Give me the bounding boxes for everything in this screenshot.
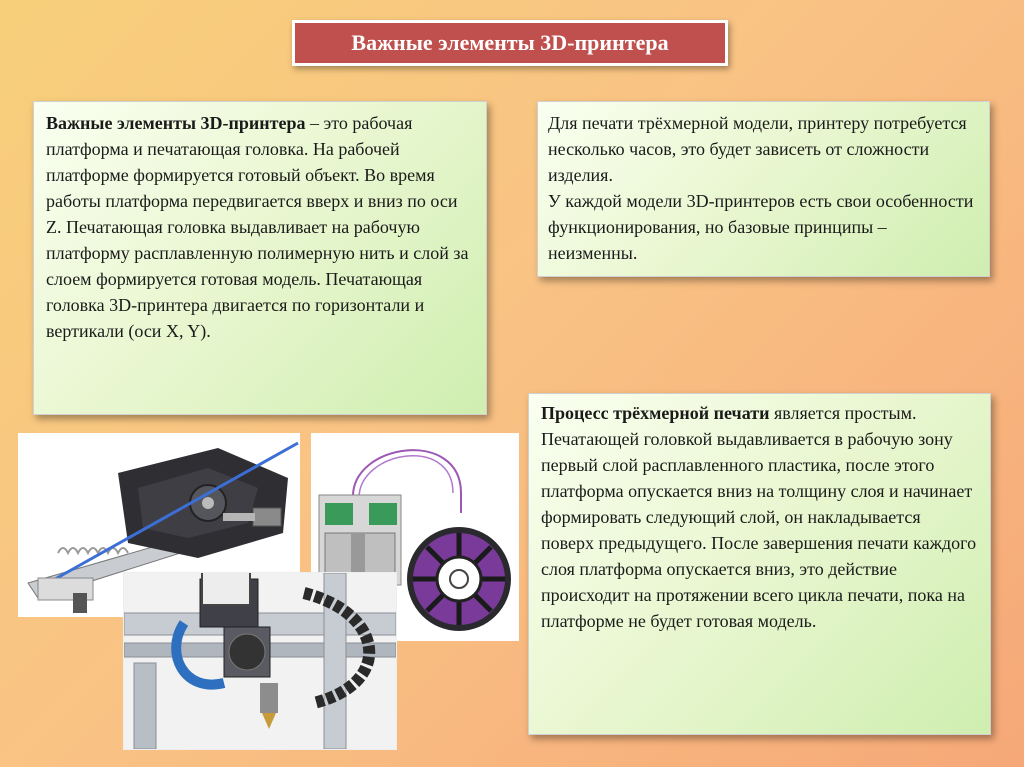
- process-heading: Процесс трёхмерной печати: [541, 403, 770, 423]
- elements-text: – это рабочая платформа и печатающая головка. На рабочей платформе формируется готовый объект. Во время работы платформа передвигается вверх и вниз по оси Z. Печатающая головка выдавливает на рабочую платформу расплавленную полимерную нить и слой за слоем формируется готовая модель. Печатающая головка 3D-принтера двигается по горизонтали и вертикали (оси X, Y).: [46, 113, 469, 341]
- process-text: является простым. Печатающей головкой выдавливается в рабочую зону первый слой расплавленного пластика, после этого платформа опускается вниз на толщину слоя и начинает формировать следующий слой, он накладывается поверх предыдущего. После завершения печати каждого слоя платформа опускается вниз, это действие происходит на протяжении всего цикла печати, пока на платформе не будет готовая модель.: [541, 403, 977, 631]
- text-card-elements: [33, 101, 487, 415]
- text-card-print-time: [537, 101, 990, 277]
- elements-heading: Важные элементы 3D-принтера: [46, 113, 306, 133]
- slide-title: Важные элементы 3D-принтера: [351, 30, 669, 55]
- print-time-paragraph: Для печати трёхмерной модели, принтеру потребуется несколько часов, это будет зависеть от сложности изделия.: [548, 113, 967, 185]
- slide-title-box: [292, 20, 728, 66]
- text-card-process: [528, 393, 991, 735]
- process-paragraph: [541, 400, 978, 634]
- elements-paragraph: [46, 110, 474, 344]
- principles-paragraph: У каждой модели 3D-принтеров есть свои особенности функционирования, но базовые принципы – неизменны.: [548, 191, 974, 263]
- print-head-photo: [124, 573, 396, 749]
